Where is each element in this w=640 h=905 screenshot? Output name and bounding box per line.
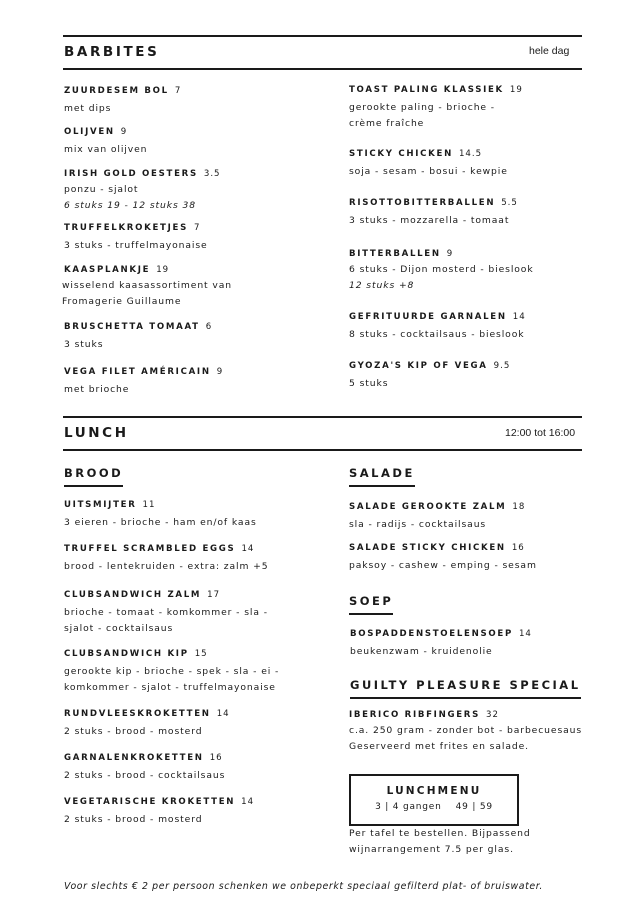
item-description: 2 stuks - brood - mosterd: [64, 814, 203, 825]
item-price: 14: [241, 544, 255, 554]
barbites-rule: [63, 68, 582, 70]
menu-item: [64, 366, 324, 398]
item-name: GYOZA'S KIP OF VEGA 9.5: [349, 361, 511, 371]
item-name: STICKY CHICKEN 14.5: [349, 149, 483, 159]
barbites-hours: hele dag: [529, 45, 570, 57]
item-name: TRUFFEL SCRAMBLED EGGS 14: [64, 544, 255, 554]
menu-item: [349, 84, 609, 132]
item-price: 5.5: [501, 198, 518, 208]
menu-item: [62, 264, 322, 310]
menu-item: [64, 85, 324, 117]
menu-item: [64, 589, 324, 637]
menu-item: [349, 360, 609, 392]
item-name: RUNDVLEESKROKETTEN 14: [64, 709, 230, 719]
menu-item: [64, 168, 324, 214]
item-description: 3 eieren - brioche - ham en/of kaas: [64, 517, 257, 528]
item-name: IBERICO RIBFINGERS 32: [349, 710, 499, 720]
item-price: 9: [216, 367, 224, 377]
footer-note: Voor slechts € 2 per persoon schenken we onbeperkt speciaal gefilterd plat- of bruiswater.: [64, 881, 543, 892]
item-name: IRISH GOLD OESTERS 3.5: [64, 169, 221, 179]
item-description: beukenzwam - kruidenolie: [350, 646, 493, 657]
lunchmenu-courses: 3 | 4 gangen: [375, 802, 442, 812]
item-description: met brioche: [64, 384, 130, 395]
menu-item: [350, 628, 610, 660]
lunchmenu-title: LUNCHMENU: [386, 785, 482, 797]
lunch-rule: [63, 449, 582, 451]
item-price: 3.5: [203, 169, 221, 179]
item-description: brioche - tomaat - komkommer - sla - sjalot - cocktailsaus: [64, 607, 268, 634]
item-name: TRUFFELKROKETJES 7: [64, 223, 201, 233]
menu-item: [349, 501, 609, 533]
item-price: 16: [511, 543, 525, 553]
item-description: 2 stuks - brood - mosterd: [64, 726, 203, 737]
menu-item: [349, 248, 609, 294]
item-description: brood - lentekruiden - extra: zalm +5: [64, 561, 269, 572]
item-price: 14: [518, 629, 532, 639]
barbites-title: BARBITES: [64, 44, 160, 60]
menu-item: [64, 222, 324, 254]
item-name: ZUURDESEM BOL 7: [64, 86, 182, 96]
item-description: ponzu - sjalot: [64, 184, 139, 195]
menu-item: [349, 709, 599, 755]
item-name: BRUSCHETTA TOMAAT 6: [64, 322, 213, 332]
item-description: paksoy - cashew - emping - sesam: [349, 560, 537, 571]
item-price: 14: [512, 312, 526, 322]
item-description: gerookte kip - brioche - spek - sla - ei - komkommer - sjalot - truffelmayonaise: [64, 666, 280, 693]
item-price: 18: [512, 502, 526, 512]
lunchmenu-box: [349, 774, 519, 826]
item-price: 9: [446, 249, 454, 259]
item-price: 14: [216, 709, 230, 719]
item-name: VEGA FILET AMÉRICAIN 9: [64, 367, 224, 377]
item-price: 7: [174, 86, 182, 96]
item-name: SALADE STICKY CHICKEN 16: [349, 543, 525, 553]
item-name: KAASPLANKJE 19: [64, 265, 170, 275]
item-description: 3 stuks - mozzarella - tomaat: [349, 215, 510, 226]
item-name: TOAST PALING KLASSIEK 19: [349, 85, 523, 95]
lunch-top-rule: [63, 416, 582, 418]
item-description: soja - sesam - bosui - kewpie: [349, 166, 508, 177]
item-name: VEGETARISCHE KROKETTEN 14: [64, 797, 255, 807]
item-name: CLUBSANDWICH KIP 15: [64, 649, 208, 659]
item-name: GARNALENKROKETTEN 16: [64, 753, 223, 763]
item-description: 3 stuks - truffelmayonaise: [64, 240, 208, 251]
menu-item: [64, 321, 324, 353]
item-price: 6: [205, 322, 213, 332]
item-name: GEFRITUURDE GARNALEN 14: [349, 312, 526, 322]
brood-heading: BROOD: [64, 466, 123, 487]
guilty-pleasure-heading: GUILTY PLEASURE SPECIAL: [350, 678, 581, 699]
item-price: 19: [156, 265, 170, 275]
item-description: c.a. 250 gram - zonder bot - barbecuesaus Geserveerd met frites en salade.: [349, 725, 583, 752]
soep-heading: SOEP: [349, 594, 393, 615]
item-name: CLUBSANDWICH ZALM 17: [64, 590, 221, 600]
item-name: UITSMIJTER 11: [64, 500, 156, 510]
item-price: 7: [193, 223, 201, 233]
item-price: 32: [486, 710, 499, 720]
menu-item: [64, 648, 324, 696]
menu-item: [64, 126, 324, 158]
item-price: 19: [509, 85, 523, 95]
menu-item: [349, 148, 609, 180]
lunch-hours: 12:00 tot 16:00: [505, 427, 576, 439]
item-price: 14: [241, 797, 255, 807]
salade-heading: SALADE: [349, 466, 415, 487]
lunch-title: LUNCH: [64, 425, 129, 441]
item-price: 16: [209, 753, 223, 763]
item-description: 5 stuks: [349, 378, 389, 389]
item-price: 9.5: [493, 361, 511, 371]
item-price: 14.5: [458, 149, 483, 159]
item-description: met dips: [64, 103, 112, 114]
item-name: RISOTTOBITTERBALLEN 5.5: [349, 198, 518, 208]
item-price: 17: [207, 590, 221, 600]
item-name: BITTERBALLEN 9: [349, 249, 454, 259]
item-description: 6 stuks - Dijon mosterd - bieslook: [349, 264, 534, 275]
lunchmenu-note: Per tafel te bestellen. Bijpassend wijnarrangement 7.5 per glas.: [349, 828, 531, 855]
item-name: SALADE GEROOKTE ZALM 18: [349, 502, 526, 512]
item-price: 9: [120, 127, 128, 137]
item-description: wisselend kaasassortiment van Fromagerie Guillaume: [62, 280, 232, 307]
lunchmenu-prices: 49 | 59: [455, 802, 493, 812]
item-name: OLIJVEN 9: [64, 127, 128, 137]
item-name: BOSPADDENSTOELENSOEP 14: [350, 629, 532, 639]
item-description: mix van olijven: [64, 144, 148, 155]
menu-item: [64, 796, 324, 828]
item-description: sla - radijs - cocktailsaus: [349, 519, 487, 530]
menu-item: [64, 708, 324, 740]
item-description: 3 stuks: [64, 339, 104, 350]
menu-item: [349, 197, 609, 229]
menu-item: [64, 499, 324, 531]
top-rule: [63, 35, 582, 37]
menu-item: [349, 311, 609, 343]
item-description: gerookte paling - brioche - crème fraîche: [349, 102, 496, 129]
item-extra: 12 stuks +8: [349, 280, 415, 291]
menu-item: [349, 542, 609, 574]
menu-item: [64, 543, 324, 575]
item-price: 15: [194, 649, 208, 659]
item-description: 8 stuks - cocktailsaus - bieslook: [349, 329, 525, 340]
menu-item: [64, 752, 324, 784]
item-description: 2 stuks - brood - cocktailsaus: [64, 770, 226, 781]
lunchmenu-details: [351, 802, 517, 812]
item-extra: 6 stuks 19 - 12 stuks 38: [64, 200, 196, 211]
item-price: 11: [142, 500, 156, 510]
